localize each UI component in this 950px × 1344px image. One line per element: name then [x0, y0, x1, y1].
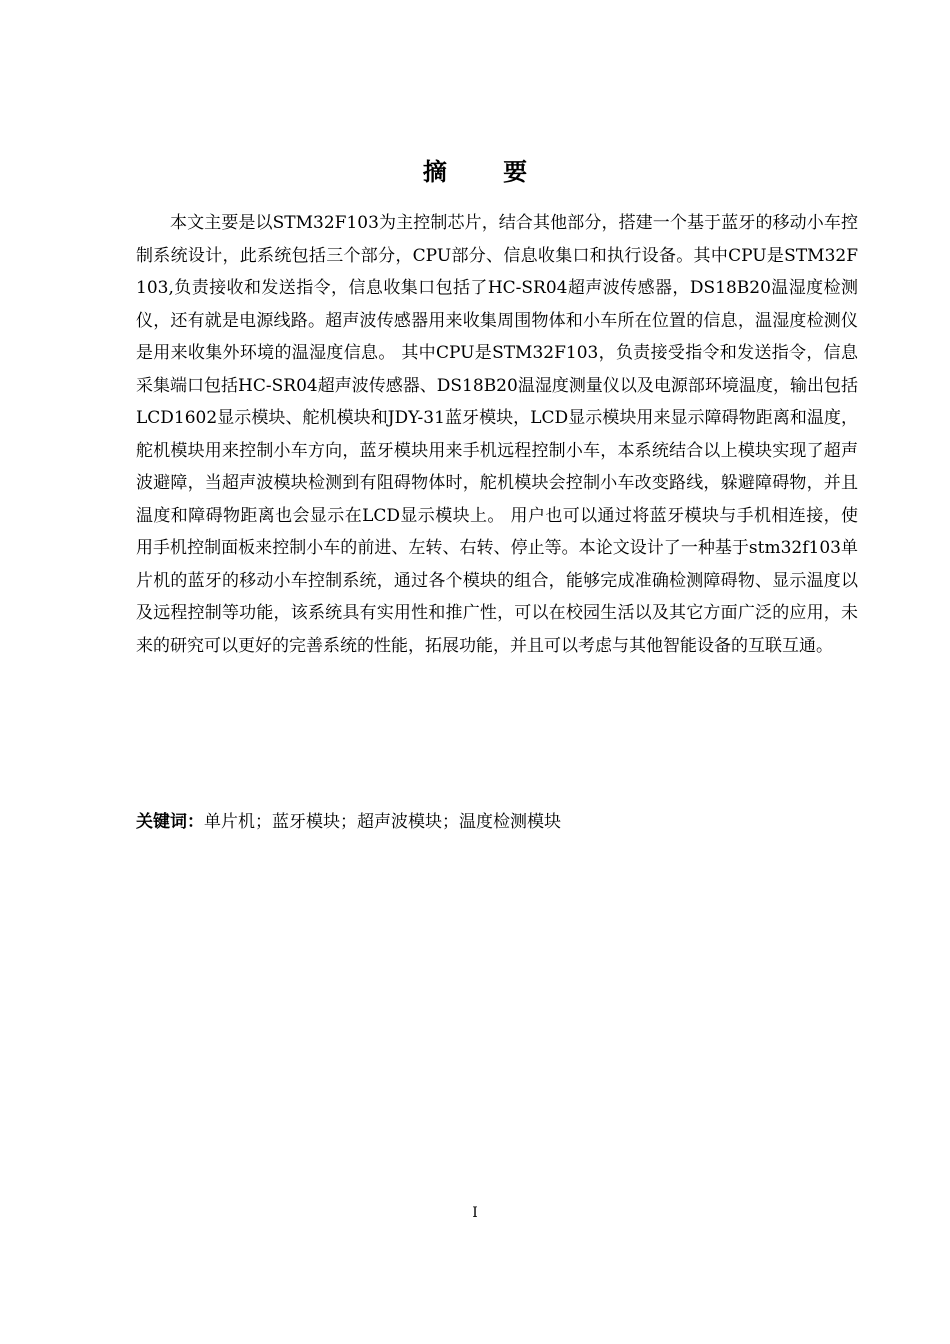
keywords-line: [136, 806, 858, 838]
abstract-body: 本文主要是以STM32F103为主控制芯片，结合其他部分，搭建一个基于蓝牙的移动小车控制系统设计，此系统包括三个部分，CPU部分、信息收集口和执行设备。其中CPU是STM32F103,负责接收和发送指令，信息收集口包括了HC-SR04超声波传感器，DS18B20温湿度检测仪，还有就是电源线路。超声波传感器用来收集周围物体和小车所在位置的信息，温湿度检测仪是用来收集外环境的温湿度信息。 其中CPU是STM32F103，负责接受指令和发送指令，信息采集端口包括HC-SR04超声波传感器、DS18B20温湿度测量仪以及电源部环境温度，输出包括LCD1602显示模块、舵机模块和JDY-31蓝牙模块，LCD显示模块用来显示障碍物距离和温度，舵机模块用来控制小车方向，蓝牙模块用来手机远程控制小车，本系统结合以上模块实现了超声波避障，当超声波模块检测到有阻碍物体时，舵机模块会控制小车改变路线，躲避障碍物，并且温度和障碍物距离也会显示在LCD显示模块上。 用户也可以通过将蓝牙模块与手机相连接，使用手机控制面板来控制小车的前进、左转、右转、停止等。本论文设计了一种基于stm32f103单片机的蓝牙的移动小车控制系统，通过各个模块的组合，能够完成准确检测障碍物、显示温度以及远程控制等功能，该系统具有实用性和推广性，可以在校园生活以及其它方面广泛的应用，未来的研究可以更好的完善系统的性能，拓展功能，并且可以考虑与其他智能设备的互联互通。: [136, 213, 858, 656]
abstract-title: 摘 要: [422, 158, 552, 186]
page-number: I: [472, 1205, 478, 1221]
keywords-text: 单片机；蓝牙模块；超声波模块；温度检测模块: [204, 812, 561, 832]
keywords-label: 关键词：: [136, 812, 204, 832]
